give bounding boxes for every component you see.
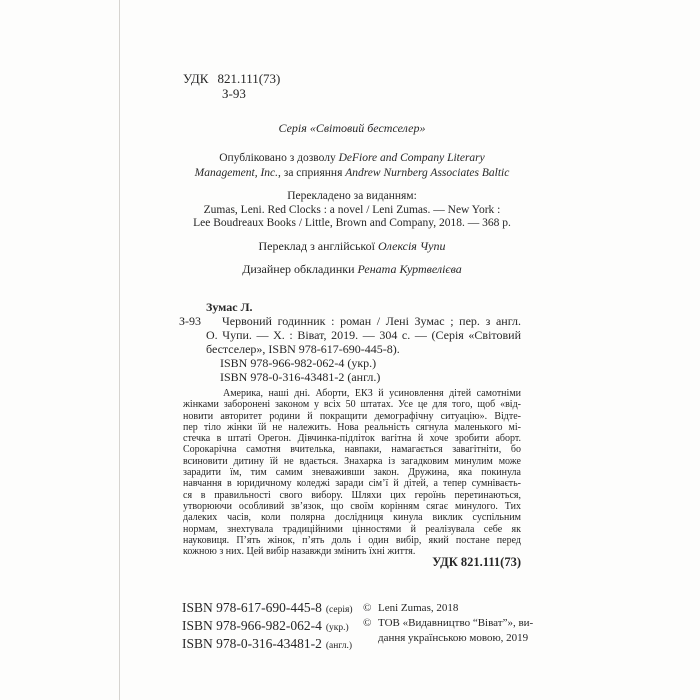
annotation-line: навчання в юридичному коледжі заради сім’ї й дітей, а тепер сумніваєть- — [183, 478, 521, 490]
source-edition-line-1: Zumas, Leni. Red Clocks : a novel / Leni Zumas. — New York : — [203, 203, 501, 216]
annotation-line: зарадити їм, тим самим зневаживши закон. Дружина, яка покинула — [183, 467, 521, 479]
isbn-label: (укр.) — [325, 623, 349, 633]
udc-line — [183, 71, 280, 86]
license-line-2 — [183, 166, 521, 181]
annotation-line: кожною з них. Цей вибір назавжди змінить їхні життя. — [183, 546, 416, 558]
isbn-eng-row — [182, 636, 353, 654]
card-title-line — [179, 314, 521, 328]
copyright-publisher — [363, 616, 533, 631]
isbn-copyright-block — [182, 600, 534, 651]
annotation-line: всиновити дитину їй не вдається. Знахарка із загадковим минулим може — [183, 455, 521, 467]
isbn-number: ISBN 978-617-690-445-8 — [182, 600, 322, 615]
copyright-author — [363, 601, 533, 616]
isbn-series-row — [182, 600, 353, 618]
isbn-column — [182, 600, 353, 654]
annotation-line: ся в правильності свого вибору. Шляхи цих героїнь перетинаються, — [183, 489, 521, 501]
card-isbn-eng: ISBN 978-0-316-43481-2 (англ.) — [220, 370, 381, 384]
copyright-icon: © — [363, 602, 372, 614]
licensor-name: DeFiore and Company Literary — [338, 152, 485, 164]
card-author-code: З-93 — [179, 314, 202, 328]
isbn-ukr-row — [182, 618, 353, 636]
isbn-label: (серія) — [325, 605, 353, 615]
annotation-paragraph — [183, 388, 521, 557]
license-notice — [183, 151, 521, 181]
copyright-author-text: Leni Zumas, 2018 — [378, 602, 459, 614]
annotation-line: Сорокарічна самотня вчителька, навпаки, намагається завагітніти, бо — [183, 444, 521, 456]
designer-label: Дизайнер обкладинки — [242, 262, 358, 276]
source-edition-block — [183, 190, 521, 231]
annotation-line: нормам, знехтувала традиційними цінностями й реалізувала себе як — [183, 523, 521, 535]
copyright-column — [363, 601, 533, 646]
isbn-label: (англ.) — [325, 641, 353, 651]
card-title-text: Червоний годинник : роман / Лені Зумас ; пер. з англ. — [222, 314, 521, 328]
source-edition-heading: Перекладено за виданням: — [287, 190, 417, 202]
source-edition-line-2: Lee Boudreaux Books / Little, Brown and Company, 2018. — 368 p. — [193, 217, 511, 229]
translator-name: Олексія Чупи — [377, 239, 446, 253]
annotation-line: жінками заборонені законом у всіх 50 штатах. Усе це для того, щоб «від- — [183, 399, 521, 411]
isbn-number: ISBN 978-966-982-062-4 — [182, 618, 322, 633]
udc-classification-block — [183, 71, 280, 101]
license-text: , за сприяння — [278, 167, 346, 179]
translator-label: Переклад з англійської — [258, 239, 378, 253]
annotation-line: науковиця. П’ять жінок, п’ять доль і один вибір, який постане перед — [183, 534, 521, 546]
catalog-card — [179, 300, 521, 384]
author-code: З-93 — [222, 86, 246, 101]
designer-name: Рената Куртвелієва — [357, 262, 462, 276]
annotation-line: стечка в штаті Орегон. Дівчинка-підліток вагітна й хоче зробити аборт. — [183, 433, 521, 445]
card-author: Зумас Л. — [206, 300, 253, 314]
license-line-1 — [183, 151, 521, 166]
annotation-line: пер тіло жінки їй не належить. Нова реальність сягнула маленького мі- — [183, 421, 521, 433]
page-fold-line — [119, 0, 120, 700]
card-publication-line: О. Чупи. — Х. : Віват, 2019. — 304 с. — (Серія «Світовий — [206, 328, 521, 342]
isbn-number: ISBN 978-0-316-43481-2 — [182, 636, 322, 651]
udc-label: УДК — [183, 71, 209, 86]
annotation-line: Америка, наші дні. Аборти, ЕКЗ й усиновлення дітей самотніми — [223, 388, 521, 399]
copyright-publisher-text: ТОВ «Видавництво “Віват”», ви- — [378, 617, 534, 629]
udc-bottom: УДК 821.111(73) — [432, 555, 521, 569]
translator-credit — [183, 239, 521, 254]
agency-name: Andrew Nurnberg Associates Baltic — [345, 167, 510, 179]
card-isbn-ukr: ISBN 978-966-982-062-4 (укр.) — [220, 356, 377, 370]
card-series-line: бестселер», ISBN 978-617-690-445-8). — [206, 342, 400, 356]
cover-designer-credit — [183, 262, 521, 277]
license-text: Опубліковано з дозволу — [219, 152, 339, 164]
copyright-publisher-continued: дання українською мовою, 2019 — [378, 632, 529, 644]
copyright-icon: © — [363, 617, 372, 629]
series-title: Серія «Світовий бестселер» — [278, 121, 426, 135]
annotation-line: утворюючи особливий зв’язок, що своїм корінням сягає минулого. Тих — [183, 500, 521, 512]
annotation-line: новити авторитет родини й покращити демографічну ситуацію». Відте- — [183, 410, 521, 422]
licensor-name-continued: Management, Inc. — [194, 167, 279, 179]
udc-value: 821.111(73) — [217, 71, 281, 86]
annotation-line: далеких часів, коли полярна дослідниця кинула виклик суспільним — [183, 512, 521, 524]
